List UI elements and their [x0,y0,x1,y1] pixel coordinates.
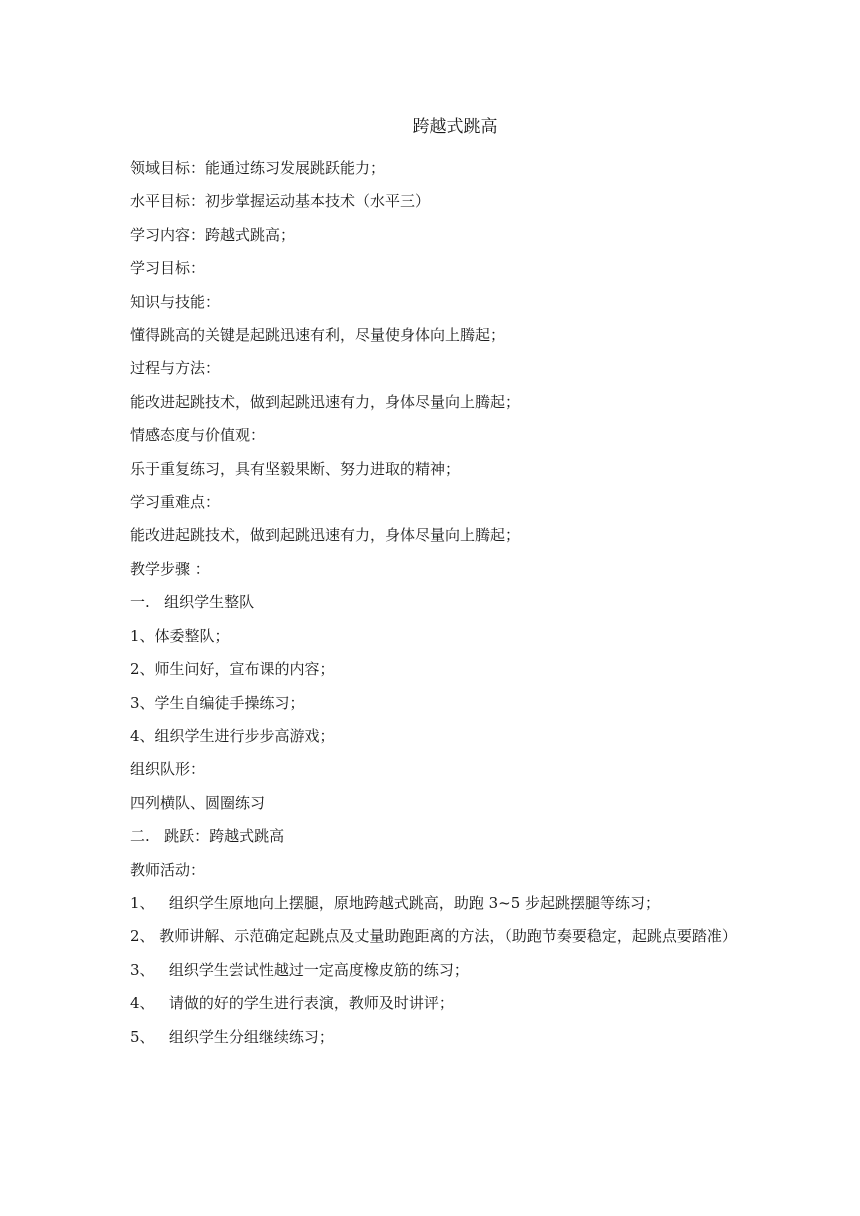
section-heading-two: 二. 跳跃：跨越式跳高 [130,827,285,846]
paragraph-formation-heading: 组织队形： [130,760,206,779]
paragraph-content: 学习内容：跨越式跳高； [130,225,296,244]
list-item: 2、师生问好，宣布课的内容； [130,660,335,679]
list-item: 1、体委整队； [130,626,230,645]
list-item: 4、 请做的好的学生进行表演，教师及时讲评； [130,994,454,1013]
paragraph-knowledge-heading: 知识与技能： [130,292,221,311]
paragraph-domain-goal: 领域目标：能通过练习发展跳跃能力； [130,159,386,177]
paragraph-process-heading: 过程与方法： [130,359,221,378]
paragraph-key-points-heading: 学习重难点： [130,493,221,512]
paragraph-attitude: 乐于重复练习，具有坚毅果断、努力进取的精神； [130,459,461,478]
list-item: 3、 组织学生尝试性越过一定高度橡皮筋的练习； [130,960,469,979]
section-heading-one: 一. 组织学生整队 [130,593,255,612]
paragraph-attitude-heading: 情感态度与价值观： [130,426,266,445]
list-item: 1、 组织学生原地向上摆腿，原地跨越式跳高，助跑 3~5 步起跳摆腿等练习； [130,893,661,912]
paragraph-knowledge: 懂得跳高的关键是起跳迅速有利，尽量使身体向上腾起； [130,326,506,345]
paragraph-teacher-heading: 教师活动： [130,860,206,879]
list-item: 5、 组织学生分组继续练习； [130,1027,334,1046]
paragraph-steps-heading: 教学步骤 ： [130,559,210,578]
paragraph-key-points: 能改进起跳技术，做到起跳迅速有力，身体尽量向上腾起； [130,526,521,545]
list-item: 2、 教师讲解、示范确定起跳点及丈量助跑距离的方法，（助跑节奏要稳定，起跳点要踏准） [130,927,737,946]
paragraph-formation: 四列横队、圆圈练习 [130,793,266,812]
document-title: 跨越式跳高 [412,117,498,137]
paragraph-learning-goal-heading: 学习目标： [130,259,206,278]
list-item: 4、组织学生进行步步高游戏； [130,726,335,745]
list-item: 3、学生自编徒手操练习； [130,693,305,712]
paragraph-level-goal: 水平目标：初步掌握运动基本技术（水平三） [130,192,431,211]
document-body [130,152,740,1054]
paragraph-process: 能改进起跳技术，做到起跳迅速有力，身体尽量向上腾起； [130,392,521,411]
